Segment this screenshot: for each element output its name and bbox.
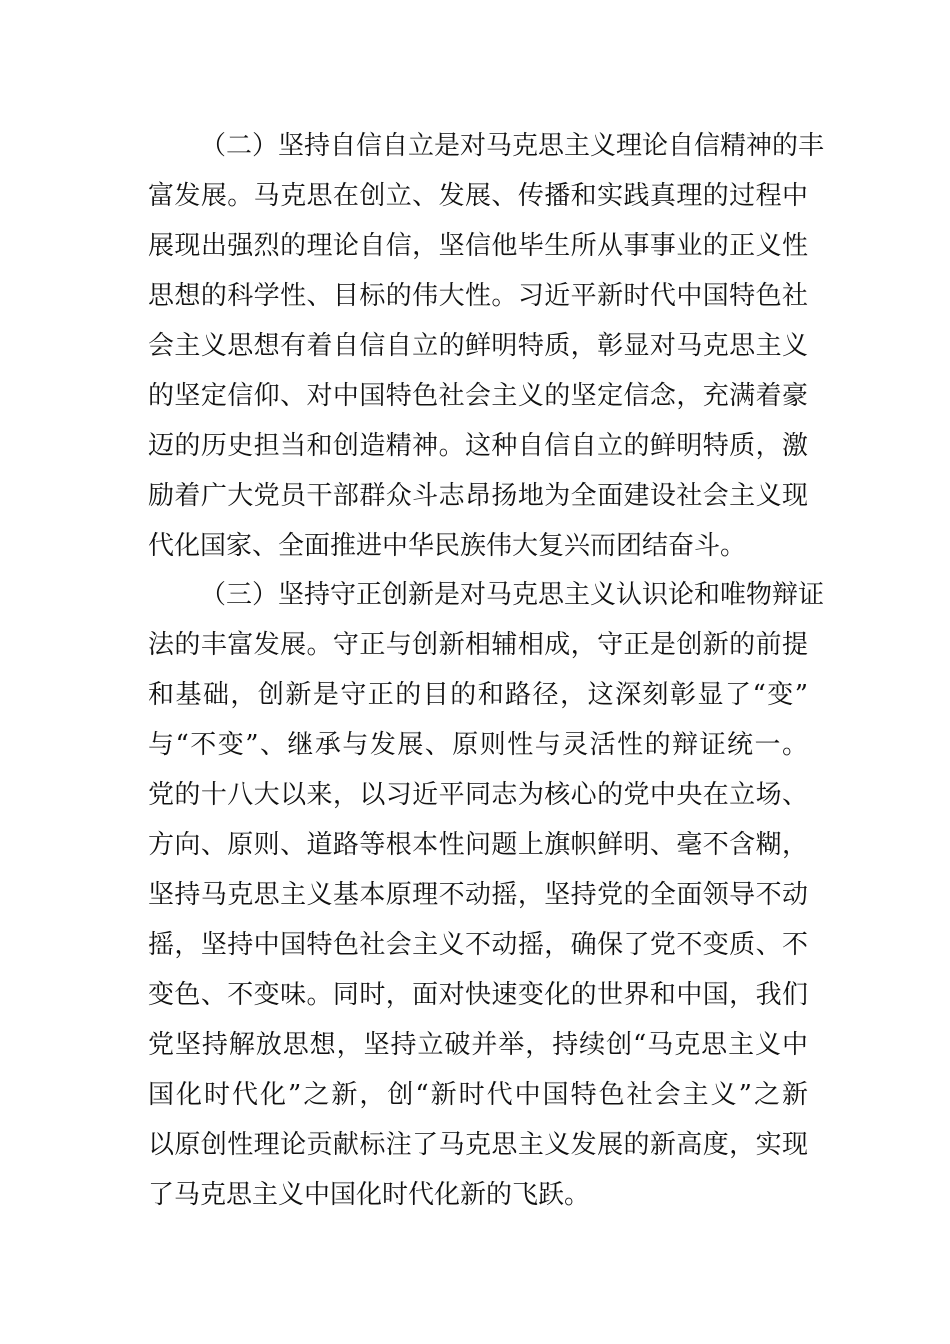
text-line: 代化国家、全面推进中华民族伟大复兴而团结奋斗。 <box>148 531 747 561</box>
paragraph-innovation <box>148 570 825 1220</box>
text-line: 展现出强烈的理论自信，坚信他毕生所从事事业的正义性 <box>148 231 808 261</box>
text-line: （二）坚持自信自立是对马克思主义理论自信精神的丰 <box>200 131 825 161</box>
text-line: 法的丰富发展。守正与创新相辅相成，守正是创新的前提 <box>148 630 808 660</box>
text-line: 方向、原则、道路等根本性问题上旗帜鲜明、毫不含糊， <box>148 830 808 860</box>
paragraph-self-confidence <box>148 121 825 571</box>
text-line: 与“不变”、继承与发展、原则性与灵活性的辩证统一。 <box>148 730 808 760</box>
text-line: 迈的历史担当和创造精神。这种自信自立的鲜明特质，激 <box>148 431 808 461</box>
text-line: （三）坚持守正创新是对马克思主义认识论和唯物辩证 <box>200 580 825 610</box>
text-line: 坚持马克思主义基本原理不动摇，坚持党的全面领导不动 <box>148 880 808 910</box>
text-line: 的坚定信仰、对中国特色社会主义的坚定信念，充满着豪 <box>148 381 808 411</box>
text-line: 变色、不变味。同时，面对快速变化的世界和中国，我们 <box>148 980 808 1010</box>
text-line: 以原创性理论贡献标注了马克思主义发展的新高度，实现 <box>148 1130 808 1160</box>
text-line: 党坚持解放思想，坚持立破并举，持续创“马克思主义中 <box>148 1030 808 1060</box>
text-line: 了马克思主义中国化时代化新的飞跃。 <box>148 1180 591 1210</box>
text-line: 摇，坚持中国特色社会主义不动摇，确保了党不变质、不 <box>148 930 808 960</box>
text-line: 党的十八大以来，以习近平同志为核心的党中央在立场、 <box>148 780 808 810</box>
text-line: 富发展。马克思在创立、发展、传播和实践真理的过程中 <box>148 181 808 211</box>
text-line: 思想的科学性、目标的伟大性。习近平新时代中国特色社 <box>148 281 808 311</box>
text-line: 会主义思想有着自信自立的鲜明特质，彰显对马克思主义 <box>148 331 808 361</box>
text-line: 国化时代化”之新，创“新时代中国特色社会主义”之新 <box>148 1080 808 1110</box>
text-line: 和基础，创新是守正的目的和路径，这深刻彰显了“变” <box>148 680 808 710</box>
text-line: 励着广大党员干部群众斗志昂扬地为全面建设社会主义现 <box>148 481 808 511</box>
